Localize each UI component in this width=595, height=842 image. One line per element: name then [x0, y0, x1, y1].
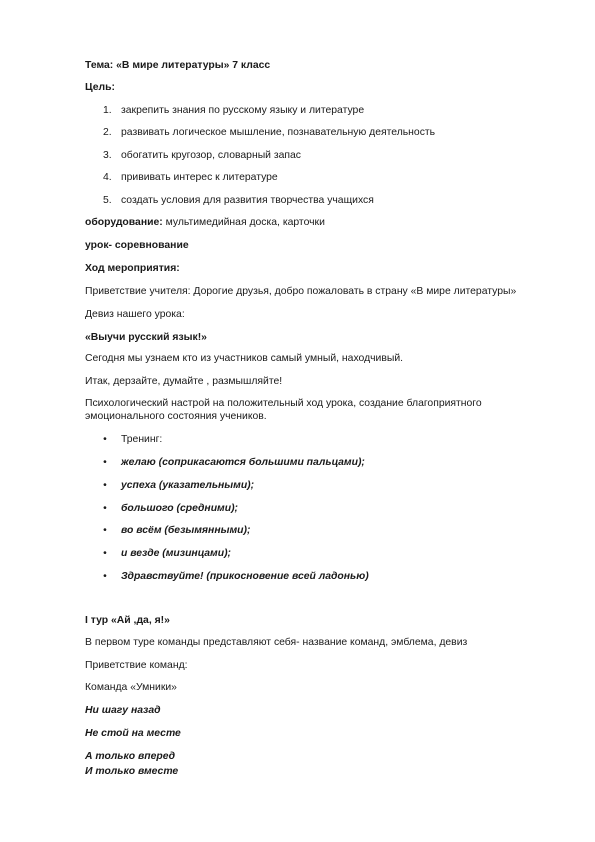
goal-text: создать условия для развития творчества учащихся — [121, 195, 374, 206]
round1-heading: I тур «Ай ,да, я!» — [85, 615, 170, 626]
equipment-text: мультимедийная доска, карточки — [162, 217, 325, 228]
goal-number: 1. — [103, 105, 112, 116]
motto: «Выучи русский язык!» — [85, 332, 207, 343]
goal-number: 3. — [103, 150, 112, 161]
goal-text: закрепить знания по русскому языку и литературе — [121, 105, 365, 116]
training-item: во всём (безымянными); — [121, 525, 251, 536]
equipment-label: оборудование: — [85, 217, 163, 228]
training-label: Тренинг: — [121, 434, 163, 445]
goal-heading: Цель: — [85, 82, 115, 93]
teacher-greeting: Приветствие учителя: Дорогие друзья, добро пожаловать в страну «В мире литературы» — [85, 286, 517, 297]
topic-heading: Тема: «В мире литературы» 7 класс — [85, 60, 271, 71]
team-motto-line: Ни шагу назад — [85, 705, 161, 716]
team-motto-line: И только вместе — [85, 766, 179, 777]
lesson-type: урок- соревнование — [85, 240, 189, 251]
training-item: Здравствуйте! (прикосновение всей ладонью) — [121, 571, 369, 582]
bullet-icon: • — [103, 503, 107, 514]
bullet-icon: • — [103, 434, 107, 445]
equipment-line — [85, 216, 325, 229]
team-name: Команда «Умники» — [85, 682, 177, 693]
round1-description: В первом туре команды представляют себя- название команд, эмблема, девиз — [85, 637, 468, 648]
dare-text: Итак, дерзайте, думайте , размышляйте! — [85, 376, 283, 387]
training-item: успеха (указательными); — [121, 480, 255, 491]
training-item: желаю (соприкасаются большими пальцами); — [121, 457, 365, 468]
training-item: большого (средними); — [121, 503, 239, 514]
goal-number: 2. — [103, 127, 112, 138]
bullet-icon: • — [103, 457, 107, 468]
goal-text: обогатить кругозор, словарный запас — [121, 150, 302, 161]
motto-label: Девиз нашего урока: — [85, 309, 185, 320]
event-heading: Ход мероприятия: — [85, 263, 180, 274]
today-text: Сегодня мы узнаем кто из участников самый умный, находчивый. — [85, 353, 404, 364]
bullet-icon: • — [103, 548, 107, 559]
psych-text-line-1: Психологический настрой на положительный ход урока, создание благоприятного — [85, 398, 482, 409]
teams-greeting: Приветствие команд: — [85, 660, 188, 671]
bullet-icon: • — [103, 571, 107, 582]
bullet-icon: • — [103, 525, 107, 536]
psych-text-line-2: эмоционального состояния учеников. — [85, 411, 267, 422]
goal-text: развивать логическое мышление, познавательную деятельность — [121, 127, 436, 138]
goal-number: 4. — [103, 172, 112, 183]
goal-number: 5. — [103, 195, 112, 206]
team-motto-line: А только вперед — [85, 751, 176, 762]
goal-text: прививать интерес к литературе — [121, 172, 278, 183]
team-motto-line: Не стой на месте — [85, 728, 181, 739]
training-item: и везде (мизинцами); — [121, 548, 232, 559]
bullet-icon: • — [103, 480, 107, 491]
